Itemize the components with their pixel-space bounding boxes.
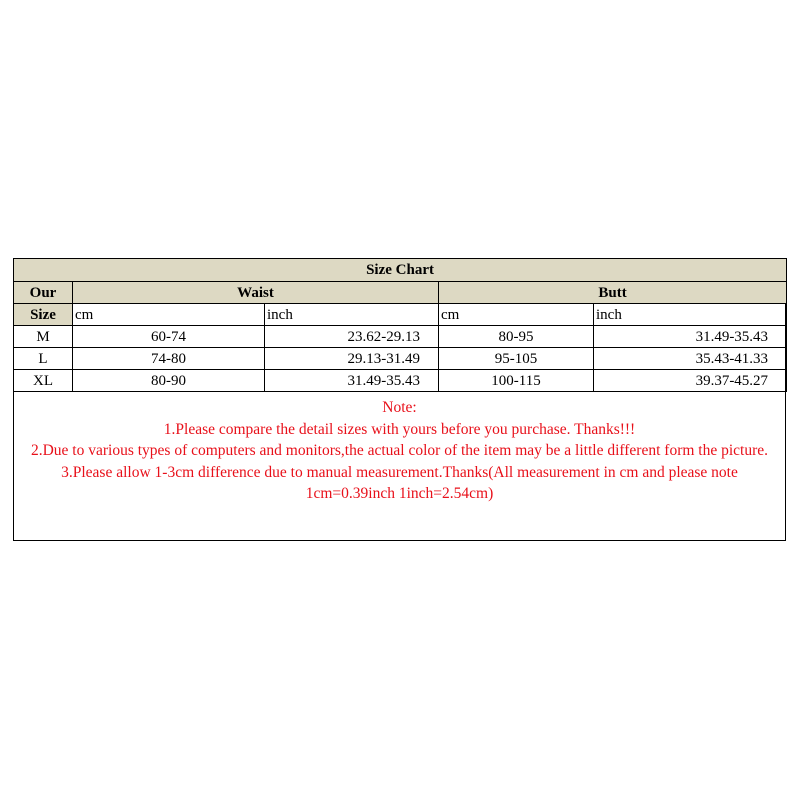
notes-heading: Note:	[382, 399, 417, 416]
waist-cm-unit: cm	[73, 304, 265, 326]
header-row	[14, 282, 787, 304]
table-row	[14, 326, 787, 348]
size-chart	[13, 258, 786, 541]
butt-inch-cell: 35.43-41.33	[594, 348, 787, 370]
size-table	[13, 258, 787, 392]
notes-section	[14, 397, 785, 505]
size-cell: M	[14, 326, 73, 348]
size-cell: XL	[14, 370, 73, 392]
chart-title: Size Chart	[14, 259, 787, 282]
waist-inch-cell: 23.62-29.13	[265, 326, 439, 348]
note-line-1: 1.Please compare the detail sizes with yours before you purchase. Thanks!!!	[163, 420, 636, 438]
size-cell: L	[14, 348, 73, 370]
note-line-3: 3.Please allow 1-3cm difference due to manual measurement.Thanks(All measurement in cm and please note 1cm=0.39inch 1inch=2.54cm)	[61, 463, 738, 502]
table-row	[14, 370, 787, 392]
waist-cm-cell: 80-90	[73, 370, 265, 392]
size-header-bottom: Size	[14, 304, 73, 326]
waist-cm-cell: 74-80	[73, 348, 265, 370]
waist-cm-cell: 60-74	[73, 326, 265, 348]
waist-inch-cell: 31.49-35.43	[265, 370, 439, 392]
note-line-2: 2.Due to various types of computers and monitors,the actual color of the item may be a little different form the picture.	[30, 442, 769, 459]
butt-cm-cell: 100-115	[439, 370, 594, 392]
title-row	[14, 259, 787, 282]
butt-cm-cell: 80-95	[439, 326, 594, 348]
butt-header: Butt	[439, 282, 787, 304]
waist-inch-unit: inch	[265, 304, 439, 326]
butt-inch-unit: inch	[594, 304, 787, 326]
table-row	[14, 348, 787, 370]
waist-inch-cell: 29.13-31.49	[265, 348, 439, 370]
size-header-top: Our	[14, 282, 73, 304]
waist-header: Waist	[73, 282, 439, 304]
butt-inch-cell: 39.37-45.27	[594, 370, 787, 392]
butt-inch-cell: 31.49-35.43	[594, 326, 787, 348]
butt-cm-cell: 95-105	[439, 348, 594, 370]
butt-cm-unit: cm	[439, 304, 594, 326]
unit-row	[14, 304, 787, 326]
